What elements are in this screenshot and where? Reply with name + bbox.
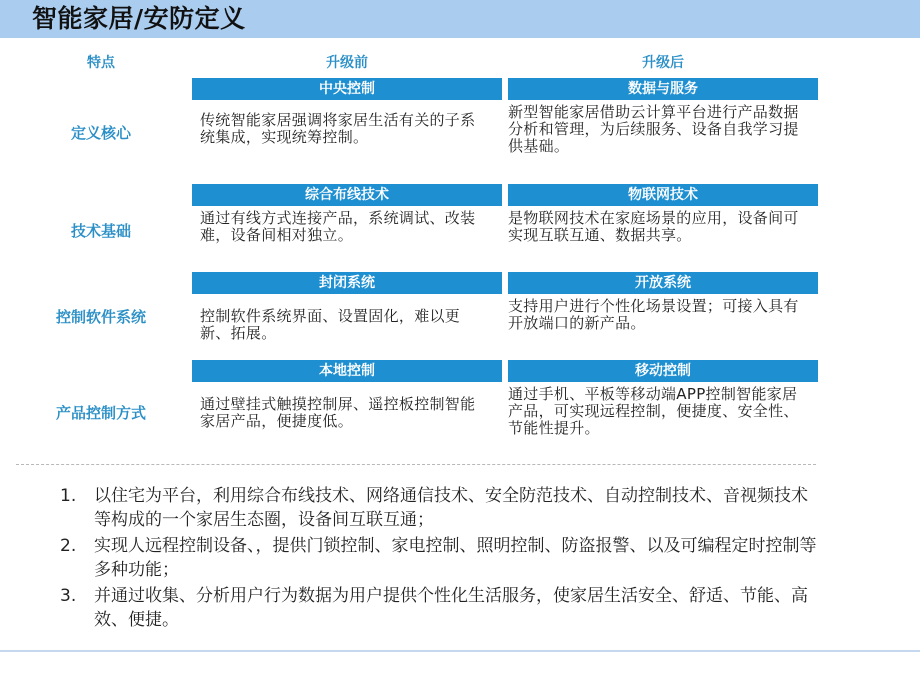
band-before-3: 封闭系统 [192,272,502,294]
notes-list [60,484,820,634]
note-text: 实现人远程控制设备、，提供门锁控制、家电控制、照明控制、防盗报警、以及可编程定时控制等多种功能； [94,536,817,580]
band-after-4: 移动控制 [508,360,818,382]
note-number: 3. [60,586,77,606]
note-number: 1. [60,486,77,506]
cell-before-2: 通过有线方式连接产品，系统调试、改装难，设备间相对独立。 [200,209,476,244]
title-bar [0,0,920,38]
band-before-4: 本地控制 [192,360,502,382]
note-item-2 [60,534,820,582]
band-before-2: 综合布线技术 [192,184,502,206]
feature-label-1: 定义核心 [70,124,131,142]
footer-divider [0,650,920,652]
cell-after-3: 支持用户进行个性化场景设置；可接入具有开放端口的新产品。 [508,297,799,332]
page-title: 智能家居/安防定义 [32,4,246,33]
band-after-1: 数据与服务 [508,78,818,100]
note-text: 并通过收集、分析用户行为数据为用户提供个性化生活服务，使家居生活安全、舒适、节能、高效、便捷。 [94,586,808,630]
header-after: 升级后 [642,55,684,71]
band-after-3: 开放系统 [508,272,818,294]
feature-label-3: 控制软件系统 [55,308,146,326]
note-item-1 [60,484,820,532]
header-feature: 特点 [87,55,115,71]
note-number: 2. [60,536,77,556]
band-before-1: 中央控制 [192,78,502,100]
table-bottom-rule [16,464,816,465]
cell-before-3: 控制软件系统界面、设置固化，难以更新、拓展。 [200,307,461,342]
cell-after-4: 通过手机、平板等移动端APP控制智能家居产品，可实现远程控制，便捷度、安全性、节能性提升。 [508,385,799,437]
cell-after-1: 新型智能家居借助云计算平台进行产品数据分析和管理，为后续服务、设备自我学习提供基础。 [508,103,799,155]
band-after-2: 物联网技术 [508,184,818,206]
feature-label-4: 产品控制方式 [55,404,146,422]
cell-before-4: 通过壁挂式触摸控制屏、遥控板控制智能家居产品，便捷度低。 [200,395,476,430]
note-text: 以住宅为平台，利用综合布线技术、网络通信技术、安全防范技术、自动控制技术、音视频技术等构成的一个家居生态圈，设备间互联互通； [94,486,808,530]
cell-before-1: 传统智能家居强调将家居生活有关的子系统集成，实现统筹控制。 [200,111,476,146]
cell-after-2: 是物联网技术在家庭场景的应用，设备间可实现互联互通、数据共享。 [508,209,799,244]
feature-label-2: 技术基础 [70,222,131,240]
comparison-table [16,48,816,466]
note-item-3 [60,584,820,632]
header-before: 升级前 [326,55,368,71]
